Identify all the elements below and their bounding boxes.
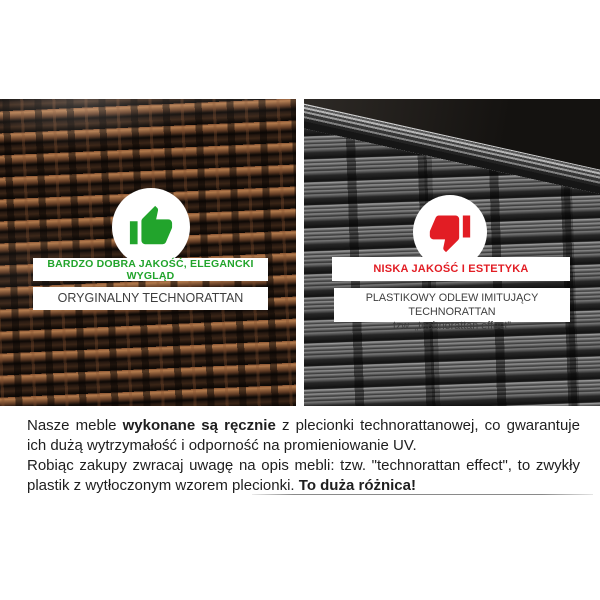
quality-banner-bad	[332, 257, 570, 281]
description-segment-bold: wykonane są ręcznie	[122, 417, 276, 434]
panel-original-technorattan	[0, 99, 296, 406]
thumb-up-badge	[112, 188, 190, 266]
panel-plastic-imitation	[304, 99, 600, 406]
thumb-down-icon	[428, 210, 472, 254]
thumb-up-icon	[128, 204, 174, 250]
description-segment: Robiąc zakupy zwracaj uwagę na opis mebli: tzw. "technorattan effect", to zwykły plastik z wytłoczonym wzorem plecionki.	[27, 457, 580, 494]
quality-banner-good-text: BARDZO DOBRA JAKOŚĆ, ELEGANCKI WYGLĄD	[47, 257, 254, 282]
material-label-imitation-line1: PLASTIKOWY ODLEW IMITUJĄCY TECHNORATTAN	[365, 292, 539, 318]
material-label-original: ORYGINALNY TECHNORATTAN	[33, 287, 268, 310]
quality-banner-good	[33, 258, 268, 281]
material-label-imitation-line2: tzw. „technorattan effect”	[392, 320, 512, 332]
divider-line	[252, 494, 593, 495]
quality-banner-bad-text: NISKA JAKOŚĆ I ESTETYKA	[373, 263, 529, 275]
description-segment-bold: To duża różnica!	[298, 477, 416, 494]
description-text	[27, 416, 580, 496]
description-paragraph-2	[27, 456, 580, 496]
description-segment: Nasze meble	[27, 417, 123, 434]
description-paragraph-1	[27, 416, 580, 456]
material-label-imitation	[334, 288, 570, 332]
description-segment: z plecionki technorattanowej, co gwarantuje ich dużą wytrzymałość i odporność na promieniowanie UV.	[27, 417, 580, 454]
